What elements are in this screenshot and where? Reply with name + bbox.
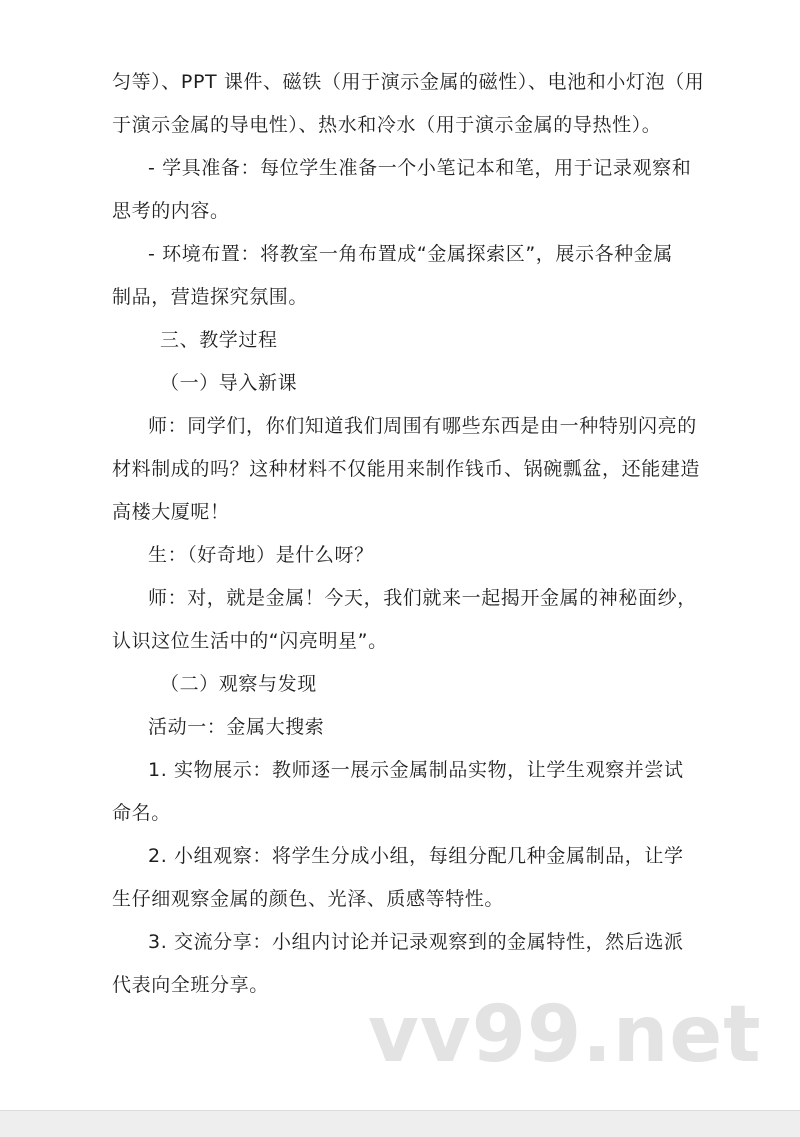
- section-heading: 三、教学过程: [160, 329, 278, 351]
- page-bottom-border: [0, 1110, 800, 1137]
- text-line: 师：同学们，你们知道我们周围有哪些东西是由一种特别闪亮的: [148, 415, 697, 437]
- text-line: 思考的内容。: [112, 200, 230, 222]
- text-line: 于演示金属的导电性）、热水和冷水（用于演示金属的导热性）。: [112, 114, 662, 136]
- watermark: vv99.net: [368, 990, 762, 1080]
- list-item: 1. 实物展示：教师逐一展示金属制品实物，让学生观察并尝试: [148, 759, 684, 781]
- subsection-heading: （二）观察与发现: [160, 673, 317, 695]
- text-line: - 学具准备：每位学生准备一个小笔记本和笔，用于记录观察和: [148, 157, 692, 179]
- text-line: 代表向全班分享。: [112, 974, 269, 996]
- text-line: 生：（好奇地）是什么呀？: [148, 544, 374, 566]
- text-line: 命名。: [112, 802, 171, 824]
- text-line: - 环境布置：将教室一角布置成“金属探索区”，展示各种金属: [148, 243, 673, 265]
- subsection-heading: （一）导入新课: [160, 372, 298, 394]
- text-line: 材料制成的吗？这种材料不仅能用来制作钱币、锅碗瓢盆，还能建造: [112, 458, 701, 480]
- text-line: 认识这位生活中的“闪亮明星”。: [112, 630, 388, 652]
- text-line: 生仔细观察金属的颜色、光泽、质感等特性。: [112, 888, 505, 910]
- text-line: 师：对，就是金属！今天，我们就来一起揭开金属的神秘面纱，: [148, 587, 697, 609]
- list-item: 2. 小组观察：将学生分成小组，每组分配几种金属制品，让学: [148, 845, 684, 867]
- activity-title: 活动一：金属大搜索: [148, 716, 325, 738]
- text-line: 高楼大厦呢！: [112, 501, 230, 523]
- text-line: 制品，营造探究氛围。: [112, 286, 309, 308]
- text-line: 匀等）、PPT 课件、磁铁（用于演示金属的磁性）、电池和小灯泡（用: [112, 71, 705, 93]
- list-item: 3. 交流分享：小组内讨论并记录观察到的金属特性，然后选派: [148, 931, 684, 953]
